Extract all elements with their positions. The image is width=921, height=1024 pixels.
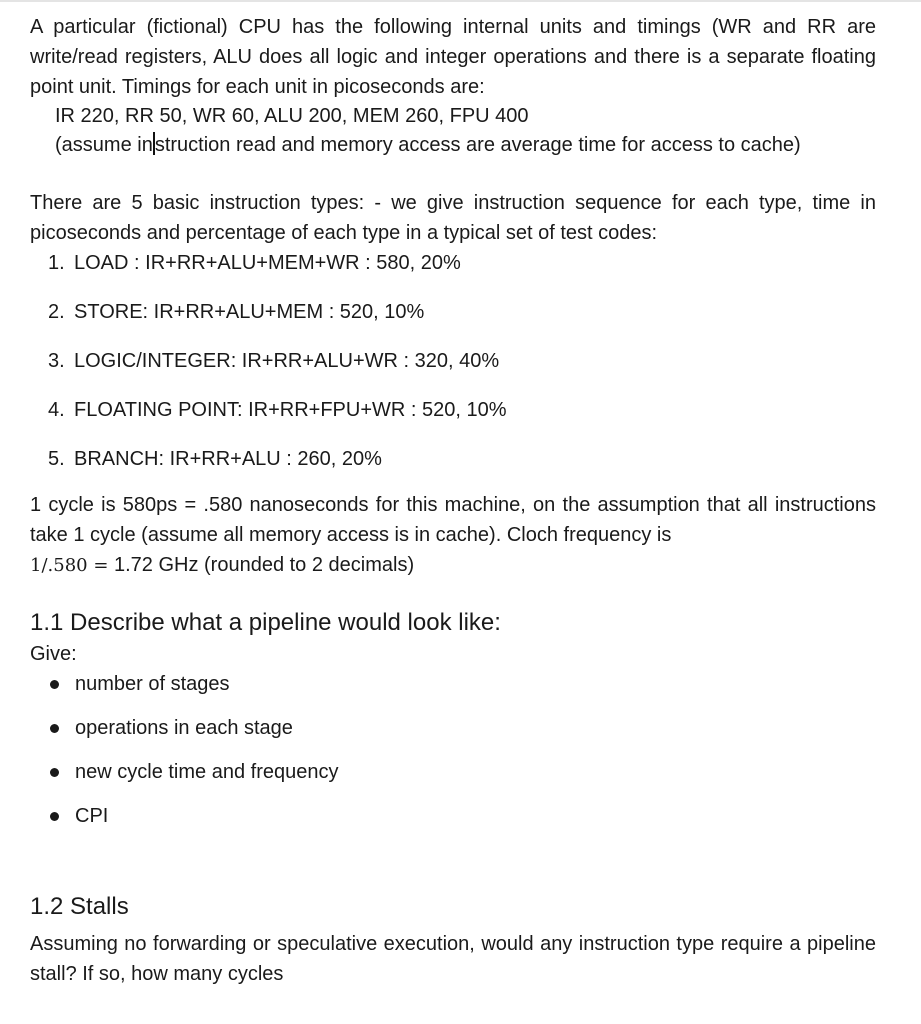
instruction-type-list (30, 248, 876, 474)
assumption-text-end: struction read and memory access are average time for access to cache) (154, 134, 801, 156)
list-item (50, 801, 876, 831)
list-item (48, 444, 876, 474)
list-item (48, 395, 876, 425)
list-item-text: STORE: IR+RR+ALU+MEM : 520, 10% (74, 301, 425, 323)
top-divider (0, 0, 921, 2)
list-item (50, 669, 876, 699)
list-item-text: LOAD : IR+RR+ALU+MEM+WR : 580, 20% (74, 252, 461, 274)
list-item (48, 346, 876, 376)
bullet-text: new cycle time and frequency (75, 761, 339, 783)
bullet-icon (50, 812, 59, 821)
bullet-text: operations in each stage (75, 717, 293, 739)
list-item-text: LOGIC/INTEGER: IR+RR+ALU+WR : 320, 40% (74, 350, 500, 372)
document-page (30, 12, 876, 989)
list-number: 4. (48, 399, 65, 421)
bullet-icon (50, 768, 59, 777)
list-item (50, 757, 876, 787)
cycle-time-paragraph (30, 490, 876, 581)
intro-paragraph: A particular (fictional) CPU has the following internal units and timings (WR and RR are write/read registers, ALU does all logic and integer operations and there is a separate floating point unit. Timings for each unit in picoseconds are: (30, 16, 876, 98)
list-item (50, 713, 876, 743)
give-label: Give: (30, 643, 77, 665)
list-number: 3. (48, 350, 65, 372)
section-1-1-heading: 1.1 Describe what a pipeline would look like: (30, 609, 501, 636)
section-1-2-heading: 1.2 Stalls (30, 893, 129, 920)
list-number: 5. (48, 448, 65, 470)
bullet-text: number of stages (75, 673, 230, 695)
frequency-formula: 1/.580 = (30, 555, 109, 576)
cycle-time-text: 1 cycle is 580ps = .580 nanoseconds for this machine, on the assumption that all instructions take 1 cycle (assume all memory access is in cache). Cloch frequency is (30, 494, 876, 546)
list-number: 2. (48, 301, 65, 323)
list-item-text: FLOATING POINT: IR+RR+FPU+WR : 520, 10% (74, 399, 507, 421)
cache-assumption-line (55, 131, 876, 160)
list-item (48, 248, 876, 278)
list-item (48, 297, 876, 327)
bullet-icon (50, 680, 59, 689)
requirements-bullet-list (30, 669, 876, 831)
instruction-types-intro: There are 5 basic instruction types: - we give instruction sequence for each type, time in picoseconds and percentage of each type in a typical set of test codes: (30, 192, 876, 244)
bullet-icon (50, 724, 59, 733)
assumption-text-start: (assume in (55, 134, 153, 156)
unit-timings-line: IR 220, RR 50, WR 60, ALU 200, MEM 260, FPU 400 (55, 105, 529, 127)
bullet-text: CPI (75, 805, 109, 827)
list-number: 1. (48, 252, 65, 274)
stalls-paragraph: Assuming no forwarding or speculative execution, would any instruction type require a pipeline stall? If so, how many cycles (30, 933, 876, 985)
frequency-result: 1.72 GHz (rounded to 2 decimals) (113, 554, 415, 576)
list-item-text: BRANCH: IR+RR+ALU : 260, 20% (74, 448, 382, 470)
